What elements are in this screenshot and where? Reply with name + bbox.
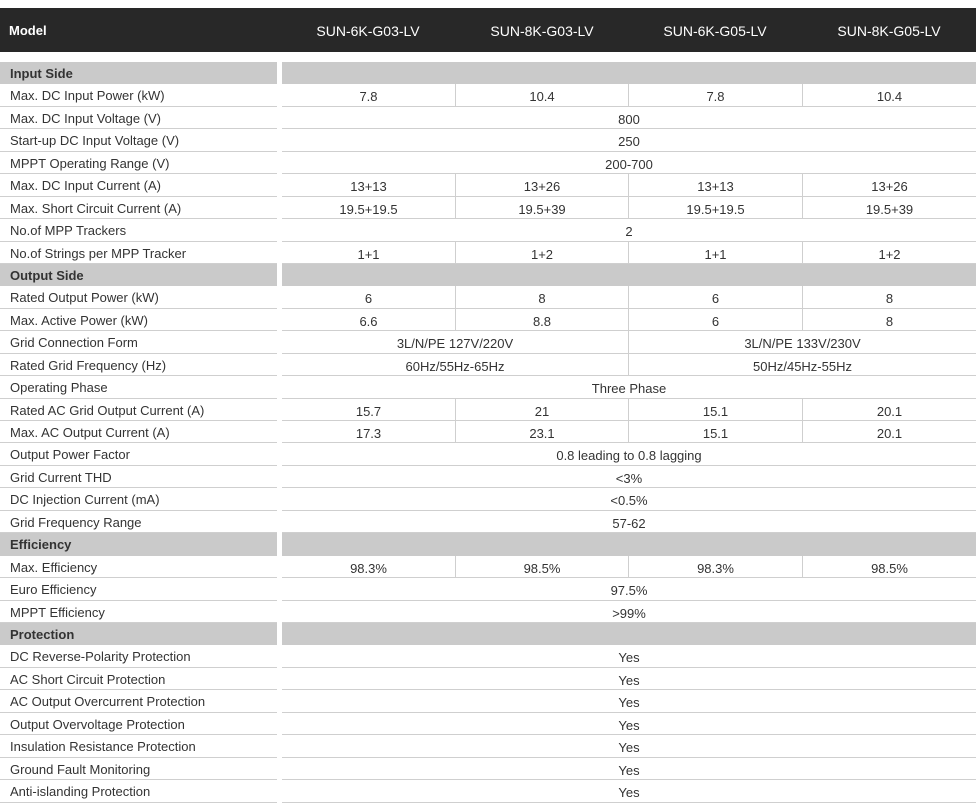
spec-value: 7.8: [282, 84, 455, 106]
spec-value: 200-700: [282, 152, 976, 174]
section-header-row: [0, 264, 976, 286]
spec-value: 10.4: [455, 84, 628, 106]
spec-value: Yes: [282, 668, 976, 690]
spec-value: Yes: [282, 713, 976, 735]
section-header-row: [0, 62, 976, 84]
spec-row: [0, 286, 976, 308]
spec-value: 57-62: [282, 511, 976, 533]
spec-value: 20.1: [802, 421, 976, 443]
spec-row: [0, 399, 976, 421]
spec-row: [0, 152, 976, 174]
model-header-label: Model: [9, 23, 47, 38]
spec-label: Grid Current THD: [0, 466, 277, 488]
spec-value: 6: [628, 309, 802, 331]
spec-value: 60Hz/55Hz-65Hz: [282, 354, 628, 376]
spec-row: [0, 488, 976, 510]
spec-value: 8: [802, 286, 976, 308]
spec-value: Three Phase: [282, 376, 976, 398]
spec-row: [0, 780, 976, 802]
spec-label: Output Power Factor: [0, 443, 277, 465]
spec-value: <0.5%: [282, 488, 976, 510]
section-title: Output Side: [0, 264, 277, 286]
spec-value: 19.5+39: [455, 197, 628, 219]
section-title: Input Side: [0, 62, 277, 84]
model-column-header: SUN-8K-G05-LV: [837, 23, 941, 39]
spec-value: 98.3%: [628, 556, 802, 578]
spec-value: 1+2: [455, 242, 628, 264]
model-column-header: SUN-8K-G03-LV: [490, 23, 594, 39]
spec-row: [0, 443, 976, 465]
model-column-header: SUN-6K-G03-LV: [316, 23, 420, 39]
spec-label: Max. DC Input Current (A): [0, 174, 277, 196]
spec-label: Ground Fault Monitoring: [0, 758, 277, 780]
spec-row: [0, 735, 976, 757]
spec-value: 8: [455, 286, 628, 308]
spec-row: [0, 107, 976, 129]
spec-value: 8: [802, 309, 976, 331]
spec-value: 13+13: [628, 174, 802, 196]
spec-label: Operating Phase: [0, 376, 277, 398]
spec-label: Euro Efficiency: [0, 578, 277, 600]
spec-value: 2: [282, 219, 976, 241]
spec-value: 98.5%: [802, 556, 976, 578]
spec-row: [0, 197, 976, 219]
spec-value: 19.5+39: [802, 197, 976, 219]
spec-value: Yes: [282, 758, 976, 780]
spec-row: [0, 645, 976, 667]
spec-value: 21: [455, 399, 628, 421]
spec-row: [0, 129, 976, 151]
spec-value: 800: [282, 107, 976, 129]
spec-row: [0, 84, 976, 106]
spec-value: 20.1: [802, 399, 976, 421]
spec-value: 98.3%: [282, 556, 455, 578]
spec-value: Yes: [282, 690, 976, 712]
spec-value: 13+26: [455, 174, 628, 196]
spec-label: Max. Short Circuit Current (A): [0, 197, 277, 219]
section-band: [282, 533, 976, 555]
spec-label: No.of Strings per MPP Tracker: [0, 242, 277, 264]
section-header-row: [0, 623, 976, 645]
spec-value: 50Hz/45Hz-55Hz: [628, 354, 976, 376]
spec-row: [0, 174, 976, 196]
section-header-row: [0, 533, 976, 555]
spec-value: 3L/N/PE 127V/220V: [282, 331, 628, 353]
model-column-header: SUN-6K-G05-LV: [663, 23, 767, 39]
spec-value: 3L/N/PE 133V/230V: [628, 331, 976, 353]
spec-row: [0, 690, 976, 712]
spec-value: 17.3: [282, 421, 455, 443]
spec-value: 8.8: [455, 309, 628, 331]
spec-value: 13+13: [282, 174, 455, 196]
spec-value: 1+2: [802, 242, 976, 264]
spec-value: 97.5%: [282, 578, 976, 600]
spec-value: 6: [282, 286, 455, 308]
spec-value: 19.5+19.5: [282, 197, 455, 219]
spec-value: 15.1: [628, 421, 802, 443]
spec-label: Max. AC Output Current (A): [0, 421, 277, 443]
section-band: [282, 264, 976, 286]
spec-value: 98.5%: [455, 556, 628, 578]
spec-value: 1+1: [282, 242, 455, 264]
spec-row: [0, 713, 976, 735]
table-header: [0, 8, 976, 52]
spec-value: 19.5+19.5: [628, 197, 802, 219]
spec-value: >99%: [282, 601, 976, 623]
spec-row: [0, 354, 976, 376]
spec-label: Grid Connection Form: [0, 331, 277, 353]
spec-value: Yes: [282, 735, 976, 757]
spec-value: 6: [628, 286, 802, 308]
spec-row: [0, 309, 976, 331]
spec-row: [0, 601, 976, 623]
spec-row: [0, 578, 976, 600]
spec-value: 15.1: [628, 399, 802, 421]
spec-row: [0, 511, 976, 533]
spec-label: Grid Frequency Range: [0, 511, 277, 533]
spec-label: Max. Active Power (kW): [0, 309, 277, 331]
spec-value: 23.1: [455, 421, 628, 443]
spec-value: 0.8 leading to 0.8 lagging: [282, 443, 976, 465]
spec-row: [0, 556, 976, 578]
spec-value: 7.8: [628, 84, 802, 106]
spec-row: [0, 758, 976, 780]
spec-value: 6.6: [282, 309, 455, 331]
section-band: [282, 623, 976, 645]
spec-label: No.of MPP Trackers: [0, 219, 277, 241]
section-title: Efficiency: [0, 533, 277, 555]
spec-value: 10.4: [802, 84, 976, 106]
spec-label: MPPT Efficiency: [0, 601, 277, 623]
spec-value: 15.7: [282, 399, 455, 421]
spec-label: Rated Output Power (kW): [0, 286, 277, 308]
spec-label: Max. DC Input Power (kW): [0, 84, 277, 106]
spec-row: [0, 466, 976, 488]
spec-row: [0, 331, 976, 353]
spec-value: Yes: [282, 645, 976, 667]
spec-row: [0, 242, 976, 264]
spec-label: Insulation Resistance Protection: [0, 735, 277, 757]
spec-label: DC Reverse-Polarity Protection: [0, 645, 277, 667]
spec-label: DC Injection Current (mA): [0, 488, 277, 510]
spec-value: 13+26: [802, 174, 976, 196]
spec-label: AC Short Circuit Protection: [0, 668, 277, 690]
spec-label: MPPT Operating Range (V): [0, 152, 277, 174]
spec-label: Anti-islanding Protection: [0, 780, 277, 802]
spec-value: <3%: [282, 466, 976, 488]
spec-label: Max. DC Input Voltage (V): [0, 107, 277, 129]
spec-value: 250: [282, 129, 976, 151]
spec-row: [0, 421, 976, 443]
spec-value: 1+1: [628, 242, 802, 264]
spec-label: Rated Grid Frequency (Hz): [0, 354, 277, 376]
spec-row: [0, 668, 976, 690]
spec-label: Rated AC Grid Output Current (A): [0, 399, 277, 421]
spec-label: Output Overvoltage Protection: [0, 713, 277, 735]
spec-label: Start-up DC Input Voltage (V): [0, 129, 277, 151]
section-band: [282, 62, 976, 84]
spec-value: Yes: [282, 780, 976, 802]
spec-row: [0, 376, 976, 398]
spec-label: AC Output Overcurrent Protection: [0, 690, 277, 712]
section-title: Protection: [0, 623, 277, 645]
spec-row: [0, 219, 976, 241]
spec-label: Max. Efficiency: [0, 556, 277, 578]
